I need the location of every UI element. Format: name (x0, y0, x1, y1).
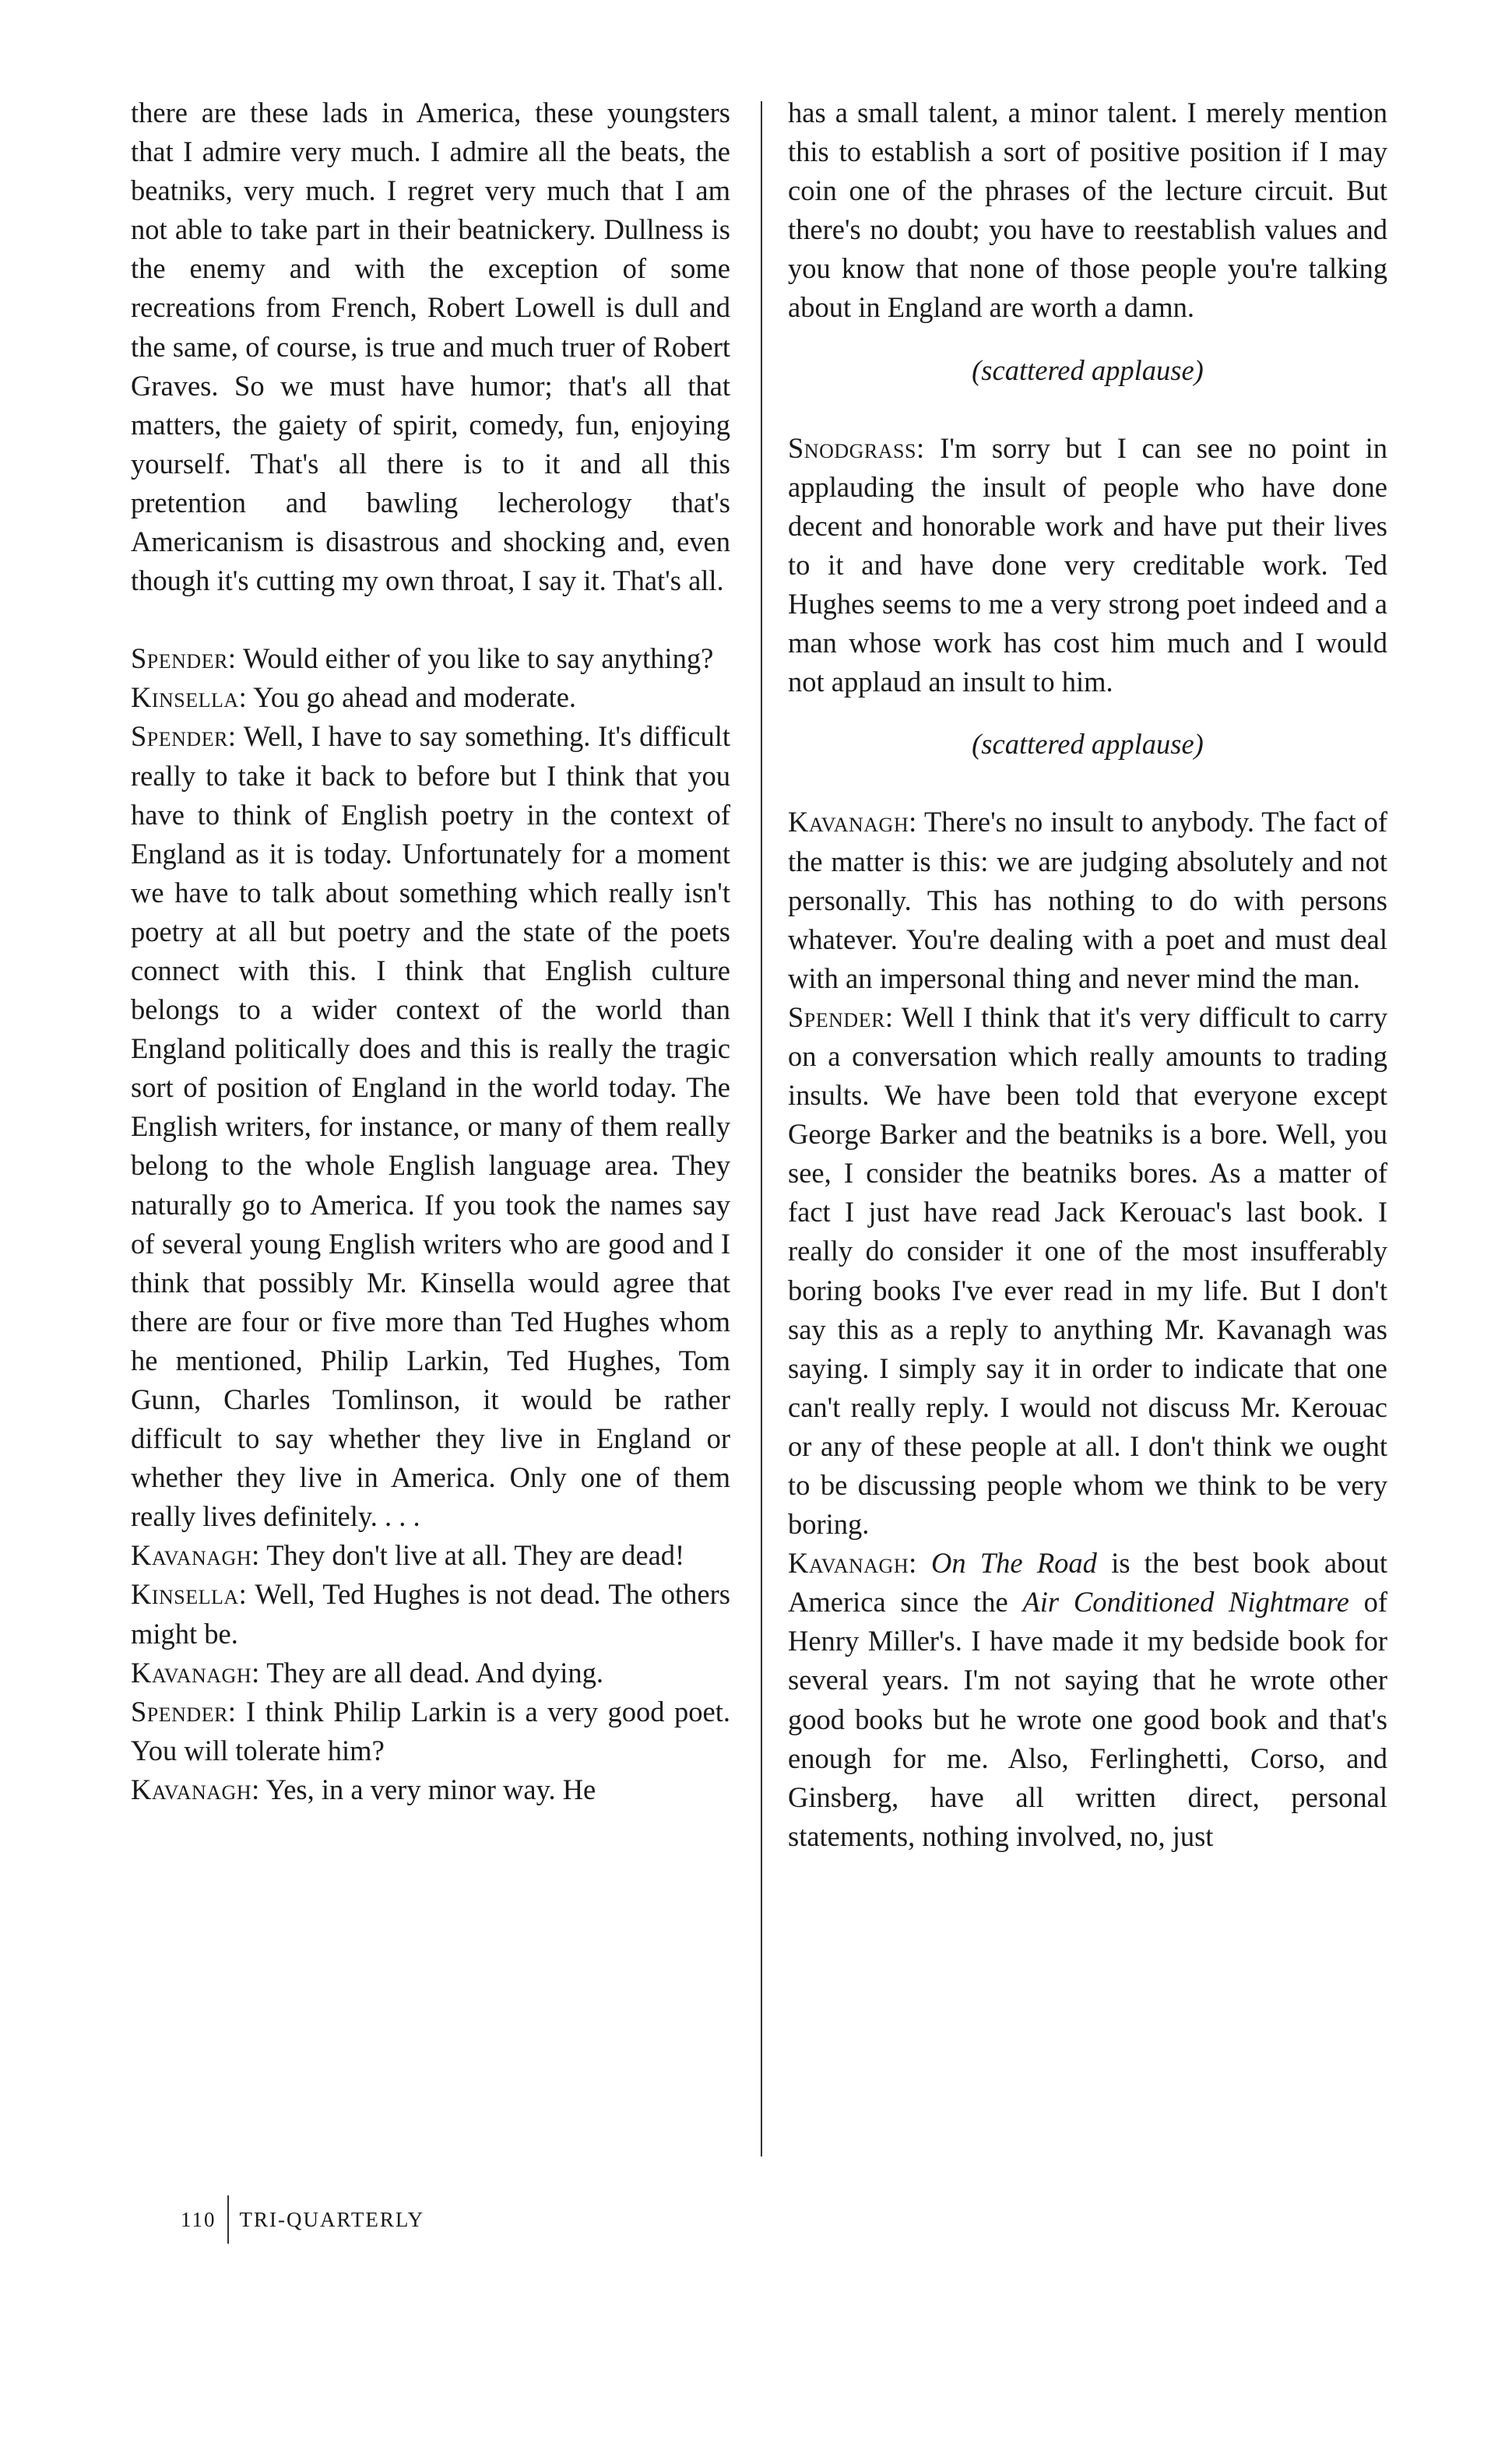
journal-name: TRI-QUARTERLY (239, 2207, 425, 2231)
speech-text: They don't live at all. They are dead! (266, 1539, 685, 1572)
speech-text: Well I think that it's very difficult to carry on a conversation which really amounts to trading insults. We have been told that everyone except George Barker and the beatniks is a bore. Well, you see, I consider the beatniks bores. As a matter of fact I just have read Jack Kerouac's last book. I really do consider it one of the most insufferably boring books I've ever read in my life. But I don't say this as a reply to anything Mr. Kavanagh was saying. I simply say it in order to indicate that one can't really reply. I would not discuss Mr. Kerouac or any of these people at all. I don't think we ought to be discussing people whom we think to be very boring. (788, 1000, 1387, 1541)
stage-direction: (scattered applause) (972, 728, 1204, 761)
book-title: Air Conditioned Nightmare (1022, 1586, 1349, 1619)
speaker-turn (131, 1654, 730, 1692)
page-footer (181, 2195, 424, 2244)
speaker-name: Kavanagh: (788, 806, 917, 838)
speaker-turn (788, 803, 1387, 997)
speaker-name: Spender: (131, 1695, 237, 1728)
speech-text: of Henry Miller's. I have made it my bedside book for several years. I'm not saying that he wrote other good books but he wrote one good book and that's enough for me. Also, Ferlinghetti, Corso, and Ginsberg, have all written direct, personal statements, nothing involved, no, just (788, 1586, 1388, 1852)
speech-text: Would either of you like to say anything? (243, 642, 714, 675)
speaker-turn (131, 1770, 730, 1809)
speech-text: Yes, in a very minor way. He (265, 1773, 596, 1805)
speech-text: I'm sorry but I can see no point in applauding the insult of people who have done decent and honorable work and have put their lives to it and have done very creditable work. Ted Hughes seems to me a very strong poet indeed and a man whose work has cost him much and I would not applaud an insult to him. (788, 431, 1387, 698)
speaker-turn (788, 998, 1387, 1544)
speaker-name: Spender: (788, 1000, 894, 1033)
paragraph: there are these lads in America, these youngsters that I admire very much. I admire all the beats, the beatniks, very much. I regret very much that I am not able to take part in their beatnickery. Dullness is the enemy and with the exception of some recreations from French, Robert Lowell is dull and the same, of course, is true and much truer of Robert Graves. So we must have humor; that's all that matters, the gaiety of spirit, comedy, fun, enjoying yourself. That's all there is to it and all this pretention and bawling lecherology that's Americanism is disastrous and shocking and, even though it's cutting my own throat, I say it. That's all. (131, 97, 730, 597)
speaker-turn (788, 1544, 1387, 1856)
speaker-turn (131, 717, 730, 1536)
speech-text: is the best book about America since the (788, 1547, 1388, 1619)
speaker-name: Kavanagh: (131, 1656, 260, 1689)
speech-text: I think Philip Larkin is a very good poet. You will tolerate him? (131, 1695, 730, 1766)
speech-text: Well, I have to say something. It's difficult really to take it back to before but I think that you have to think of English poetry in the context of England as it is today. Unfortunately for a moment we have to talk about something which really isn't poetry at all but poetry and the state of the poets connect with this. I think that English culture belongs to a wider context of the world than England politically does and this is really the tragic sort of position of England in the world today. The English writers, for instance, or many of them really belong to the whole English language area. They naturally go to America. If you took the names say of several young English writers who are good and I think that possibly Mr. Kinsella would agree that there are four or five more than Ted Hughes whom he mentioned, Philip Larkin, Ted Hughes, Tom Gunn, Charles Tomlinson, it would be rather difficult to say whether they live in England or whether they live in America. Only one of them really lives definitely. . . . (131, 720, 731, 1533)
speech-text: They are all dead. And dying. (266, 1656, 603, 1689)
speaker-name: Kavanagh: (131, 1773, 260, 1805)
paragraph: has a small talent, a minor talent. I merely mention this to establish a sort of positive position if I may coin one of the phrases of the lecture circuit. But there's no doubt; you have to reestablish values and you know that none of those people you're talking about in England are worth a damn. (788, 97, 1387, 324)
left-column (131, 93, 730, 1809)
speaker-name: Kavanagh: (131, 1539, 260, 1572)
speaker-name: Snodgrass: (788, 431, 925, 464)
speaker-turn (131, 639, 730, 678)
speech-text: You go ahead and moderate. (253, 681, 577, 714)
speaker-name: Spender: (131, 642, 237, 675)
stage-direction: (scattered applause) (972, 353, 1204, 386)
speaker-name: Kinsella: (131, 1578, 248, 1611)
book-title: On The Road (931, 1547, 1097, 1580)
speaker-name: Kavanagh: (788, 1547, 917, 1580)
right-column (788, 93, 1387, 1856)
speaker-turn (788, 429, 1387, 702)
speech-text: There's no insult to anybody. The fact of the matter is this: we are judging absolutely and not personally. This has nothing to do with persons whatever. You're dealing with a poet and must deal with an impersonal thing and never mind the man. (788, 806, 1387, 994)
speaker-turn (131, 1536, 730, 1575)
speaker-name: Kinsella: (131, 681, 248, 714)
speaker-name: Spender: (131, 720, 237, 753)
page-number: 110 (181, 2207, 216, 2231)
column-divider (761, 101, 762, 2156)
speaker-turn (131, 1692, 730, 1770)
speech-text: Well, Ted Hughes is not dead. The others might be. (131, 1578, 730, 1650)
speaker-turn (131, 1575, 730, 1653)
footer-divider (227, 2195, 229, 2244)
speaker-turn (131, 678, 730, 717)
